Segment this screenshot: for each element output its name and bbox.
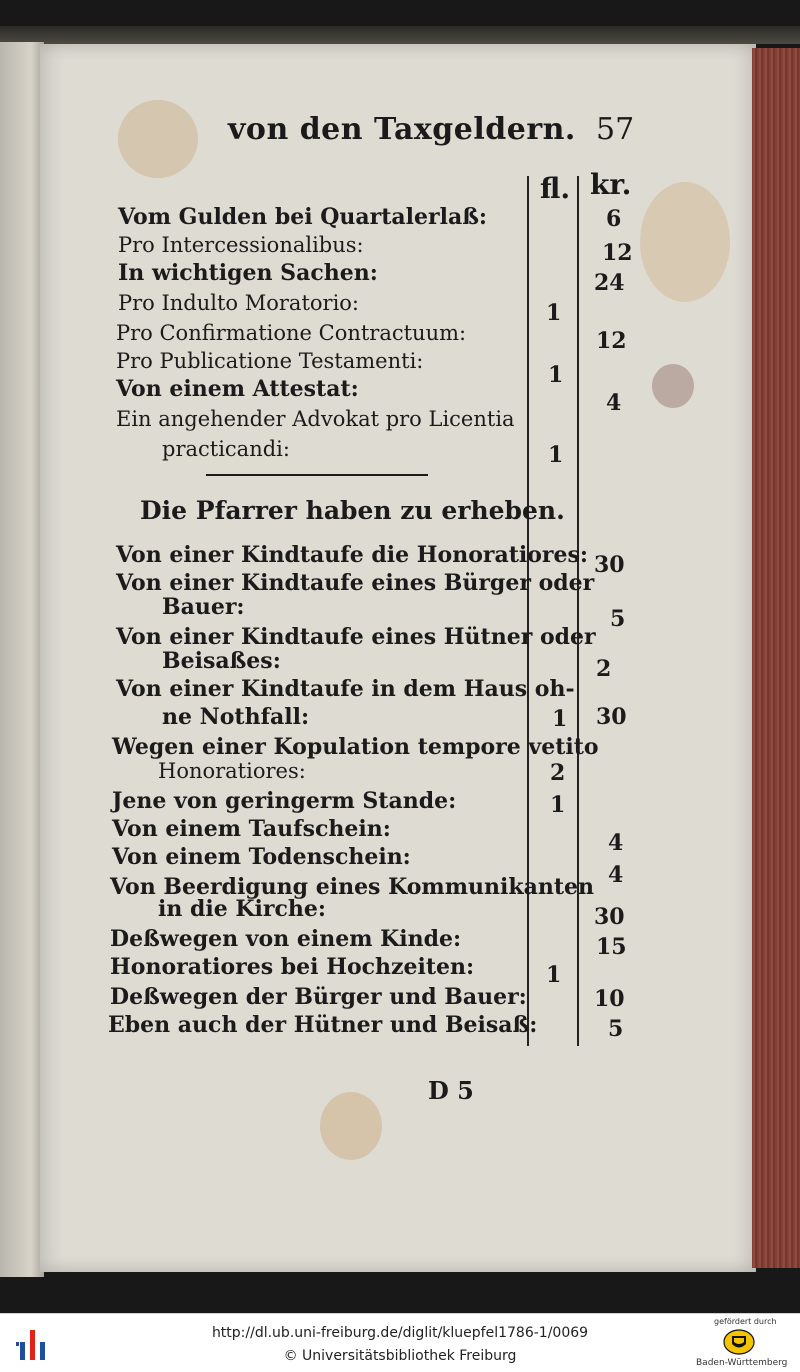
fee-entry: Pro Intercessionalibus: (118, 233, 364, 257)
fee-kr: 30 (594, 552, 625, 578)
fee-fl: 1 (552, 706, 568, 732)
fee-entry: Jene von geringerm Stande: (112, 788, 457, 814)
fee-entry: Deßwegen der Bürger und Bauer: (110, 984, 527, 1010)
fee-entry: Beisaßes: (162, 648, 281, 674)
fee-entry: ne Nothfall: (162, 704, 310, 730)
fee-kr: 4 (606, 390, 622, 416)
fee-fl: 1 (548, 442, 564, 468)
sponsor-label: gefördert durch (714, 1317, 777, 1326)
column-header-kr: kr. (590, 168, 632, 201)
section-divider (206, 474, 428, 476)
fee-kr: 24 (594, 270, 625, 296)
fee-entry: in die Kirche: (158, 896, 326, 922)
fee-fl: 1 (546, 300, 562, 326)
fee-kr: 5 (608, 1016, 624, 1042)
page-number: 57 (596, 112, 635, 147)
paper-stain (652, 364, 694, 408)
fee-entry: Pro Publicatione Testamenti: (116, 349, 424, 373)
fee-entry: Bauer: (162, 594, 245, 620)
fee-kr: 30 (596, 704, 627, 730)
fee-entry: Honoratiores bei Hochzeiten: (110, 954, 475, 980)
fee-entry: Honoratiores: (158, 759, 306, 783)
fee-kr: 12 (602, 240, 633, 266)
paper-stain (320, 1092, 382, 1160)
column-header-fl: fl. (540, 172, 571, 205)
copyright-text: © Universitätsbibliothek Freiburg (283, 1348, 517, 1364)
fee-kr: 4 (608, 830, 624, 856)
fee-kr: 15 (596, 934, 627, 960)
column-rule-left (527, 176, 529, 1046)
fee-kr: 5 (610, 606, 626, 632)
source-url-link[interactable]: http://dl.ub.uni-freiburg.de/diglit/kluepfel1786-1/0069 (211, 1325, 589, 1341)
fee-entry: Von Beerdigung eines Kommunikanten (110, 874, 594, 900)
book-top-band (0, 26, 800, 44)
page-block-edge (752, 48, 800, 1268)
fee-entry: Ein angehender Advokat pro Licentia (116, 407, 515, 431)
fee-kr: 30 (594, 904, 625, 930)
fee-entry: Wegen einer Kopulation tempore vetito (112, 734, 599, 760)
fee-entry: Eben auch der Hütner und Beisaß: (108, 1012, 538, 1038)
fee-kr: 10 (594, 986, 625, 1012)
paper-stain (118, 100, 198, 178)
fee-entry: Pro Confirmatione Contractuum: (116, 321, 467, 345)
column-rule-right (577, 176, 579, 1046)
fee-entry: Von einem Todenschein: (112, 844, 411, 870)
fee-entry: Von einem Taufschein: (112, 816, 391, 842)
fee-entry: Vom Gulden bei Quartalerlaß: (118, 204, 488, 230)
fee-entry: Von einer Kindtaufe eines Bürger oder (116, 570, 595, 596)
fee-entry: Von einer Kindtaufe eines Hütner oder (116, 624, 596, 650)
section-title: Die Pfarrer haben zu erheben. (140, 496, 565, 525)
fee-entry: Von einer Kindtaufe in dem Haus oh- (116, 676, 575, 702)
fee-entry: Von einem Attestat: (116, 376, 359, 402)
signature-mark: D 5 (428, 1076, 474, 1105)
fee-entry: practicandi: (162, 437, 290, 461)
fee-fl: 1 (550, 792, 566, 818)
fee-entry: In wichtigen Sachen: (118, 260, 378, 286)
fee-fl: 1 (546, 962, 562, 988)
fee-fl: 1 (548, 362, 564, 388)
paper-stain (640, 182, 730, 302)
fee-kr: 6 (606, 206, 622, 232)
fee-kr: 4 (608, 862, 624, 888)
footer-bar (0, 1313, 800, 1372)
baden-wuerttemberg-logo-icon (722, 1328, 756, 1356)
fee-kr: 2 (596, 656, 612, 682)
fee-entry: Deßwegen von einem Kinde: (110, 926, 462, 952)
fee-kr: 12 (596, 328, 627, 354)
fee-fl: 2 (550, 760, 566, 786)
facing-page-edge (0, 42, 44, 1277)
sponsor-name: Baden-Württemberg (696, 1358, 788, 1368)
fee-entry: Pro Indulto Moratorio: (118, 291, 360, 315)
running-head: von den Taxgeldern. (228, 112, 576, 147)
fee-entry: Von einer Kindtaufe die Honoratiores: (116, 542, 589, 568)
